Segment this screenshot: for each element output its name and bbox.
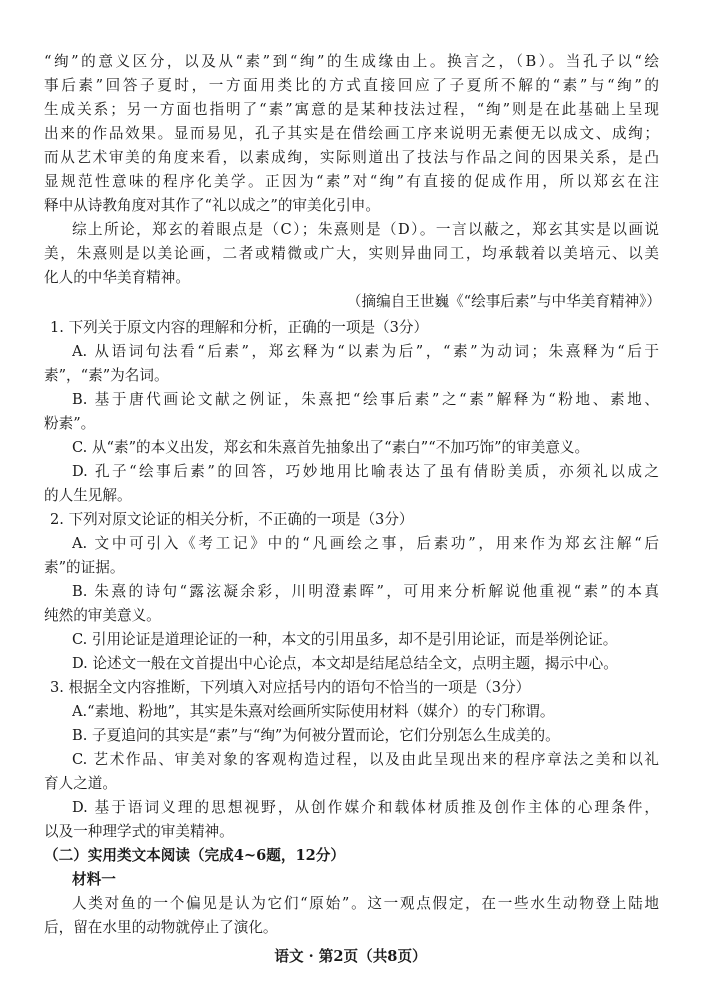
option-1d-cont: 的人生见解。 (44, 487, 132, 504)
option-1b: B. 基于唐代画论文献之例证，朱熹把“绘事后素”之“素”解释为“粉地、素地、 (72, 391, 659, 408)
option-3c: C. 艺术作品、审美对象的客观构造过程，以及由此呈现出来的程序章法之美和以礼 (72, 751, 659, 768)
passage-line: “绚”的意义区分，以及从“素”到“绚”的生成缘由上。换言之，（B）。当孔子以“绘 (44, 53, 659, 70)
page-footer: 语文 · 第2页（共8页） (274, 948, 427, 965)
option-2a-cont: 素”的证据。 (44, 559, 125, 576)
option-3d-cont: 以及一种理学式的审美精神。 (44, 823, 234, 840)
option-1b-cont: 粉素”。 (44, 415, 96, 432)
source-citation: （摘编自王世巍《“绘事后素”与中华美育精神》） (346, 293, 661, 310)
material-line: 后，留在水里的动物就停止了演化。 (44, 919, 278, 936)
passage-line: 显规范性意味的程序化美学。正因为“素”对“绚”有直接的促成作用，所以郑玄在注 (44, 173, 659, 190)
option-3b: B. 子夏追问的其实是“素”与“绚”为何被分置而论，它们分别怎么生成美的。 (72, 727, 560, 744)
section-heading: （二）实用类文本阅读（完成4~6题，12分） (44, 847, 345, 864)
material-label: 材料一 (72, 871, 116, 888)
option-3d: D. 基于语词义理的思想视野，从创作媒介和载体材质推及创作主体的心理条件， (72, 799, 659, 816)
passage-line: 出来的作品效果。显而易见，孔子其实是在借绘画工序来说明无素便无以成文、成绚； (44, 125, 659, 142)
option-1a-cont: 素”，“素”为名词。 (44, 367, 169, 384)
question-3-stem: 3. 根据全文内容推断，下列填入对应括号内的语句不恰当的一项是（3分） (50, 679, 531, 696)
material-line: 人类对鱼的一个偏见是认为它们“原始”。这一观点假定，在一些水生动物登上陆地 (72, 895, 659, 912)
passage-line: 综上所论，郑玄的着眼点是（C）；朱熹则是（D）。一言以蔽之，郑玄其实是以画说 (72, 221, 659, 238)
option-2d: D. 论述文一般在文首提出中心论点，本文却是结尾总结全文，点明主题，揭示中心。 (72, 655, 618, 672)
option-2b-cont: 纯然的审美意义。 (44, 607, 161, 624)
option-3c-cont: 育人之道。 (44, 775, 117, 792)
option-1a: A. 从语词句法看“后素”，郑玄释为“以素为后”，“素”为动词；朱熹释为“后于 (72, 343, 659, 360)
option-3a: A.“素地、粉地”，其实是朱熹对绘画所实际使用材料（媒介）的专门称谓。 (72, 703, 555, 720)
option-1c: C. 从“素”的本义出发，郑玄和朱熹首先抽象出了“素白”“不加巧饰”的审美意义。 (72, 439, 590, 456)
passage-line: 事后素”回答子夏时，一方面用类比的方式直接回应了子夏所不解的“素”与“绚”的 (44, 77, 659, 94)
passage-line: 美，朱熹则是以美论画，二者或精微或广大，实则异曲同工，均承载着以美培元、以美 (44, 245, 659, 262)
passage-line: 而从艺术审美的角度来看，以素成绚，实际则道出了技法与作品之间的因果关系，是凸 (44, 149, 659, 166)
passage-line: 化人的中华美育精神。 (44, 269, 190, 286)
question-2-stem: 2. 下列对原文论证的相关分析，不正确的一项是（3分） (50, 511, 414, 528)
question-1-stem: 1. 下列关于原文内容的理解和分析，正确的一项是（3分） (50, 319, 429, 336)
option-2c: C. 引用论证是道理论证的一种，本文的引用虽多，却不是引用论证，而是举例论证。 (72, 631, 618, 648)
option-2b: B. 朱熹的诗句“露泫凝余彩，川明澄素晖”，可用来分析解说他重视“素”的本真 (72, 583, 659, 600)
option-2a: A. 文中可引入《考工记》中的“凡画绘之事，后素功”，用来作为郑玄注解“后 (72, 535, 659, 552)
option-1d: D. 孔子“绘事后素”的回答，巧妙地用比喻表达了虽有倩盼美质，亦须礼以成之 (72, 463, 659, 480)
passage-line: 生成关系；另一方面也指明了“素”寓意的是某种技法过程，“绚”则是在此基础上呈现 (44, 101, 659, 118)
passage-line: 释中从诗教角度对其作了“礼以成之”的审美化引申。 (44, 197, 380, 214)
